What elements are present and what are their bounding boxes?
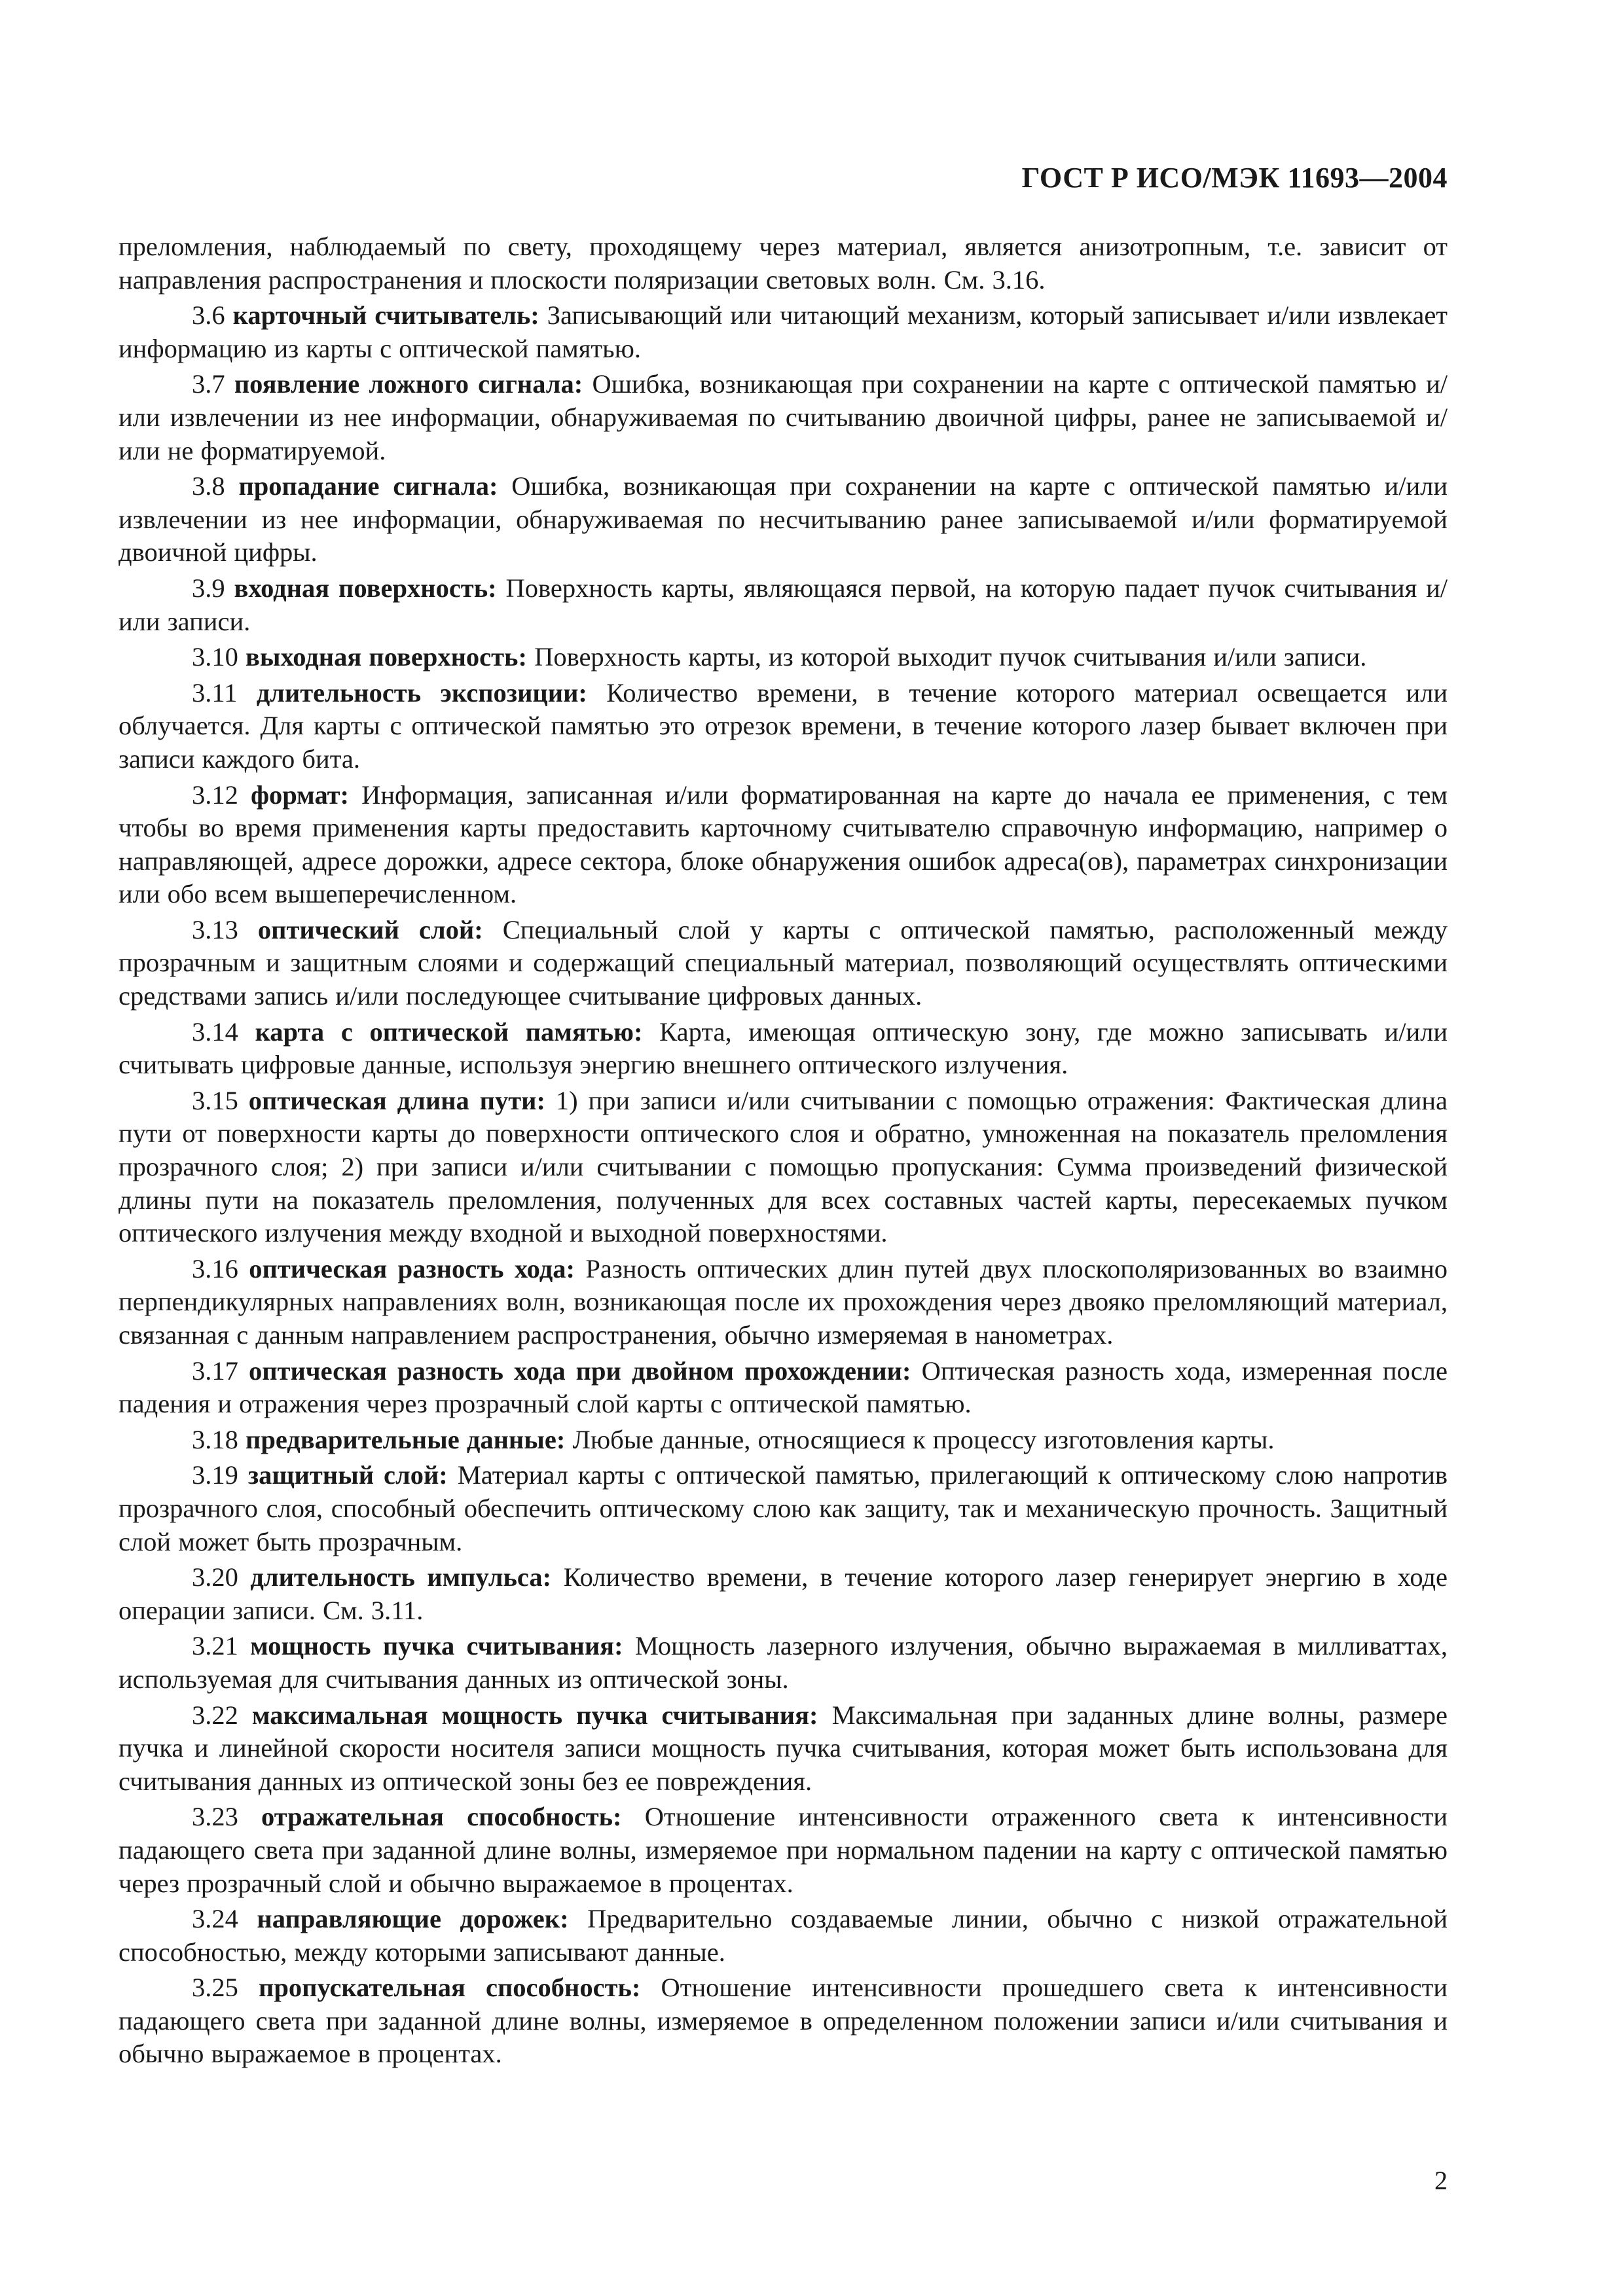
definition-3-20 bbox=[119, 1561, 1448, 1627]
clause-number: 3.18 bbox=[192, 1424, 238, 1454]
document-header: ГОСТ Р ИСО/МЭК 11693—2004 bbox=[1021, 162, 1448, 194]
clause-number: 3.22 bbox=[192, 1700, 238, 1730]
term: длительность импульса: bbox=[250, 1562, 552, 1592]
clause-number: 3.23 bbox=[192, 1802, 238, 1832]
definition-text: Материал карты с оптической памятью, прилегающий к оптическому слою напротив прозрачного слоя, способный обеспечить оптическому слою как защиту, так и механическую прочность. Защитный слой может быть прозрачным. bbox=[119, 1460, 1448, 1556]
clause-number: 3.8 bbox=[192, 471, 225, 501]
definition-text: Записывающий или читающий механизм, который записывает и/или извлекает информацию из карты с оптической памятью. bbox=[119, 300, 1448, 363]
definition-text: Ошибка, возникающая при сохранении на карте с оптической памятью и/или извлечении из нее информации, обнаруживаемая по считыванию двоичной цифры, ранее не записываемой и/или не форматируемой. bbox=[119, 369, 1448, 465]
definition-3-9 bbox=[119, 572, 1448, 638]
clause-number: 3.10 bbox=[192, 642, 238, 672]
definition-text: Отношение интенсивности прошедшего света к интенсивности падающего света при заданной длине волны, измеряемое в определенном положении записи и/или считывания и обычно выражаемое в процентах. bbox=[119, 1973, 1448, 2069]
definition-3-8 bbox=[119, 470, 1448, 569]
clause-number: 3.13 bbox=[192, 914, 238, 944]
clause-number: 3.16 bbox=[192, 1253, 238, 1283]
definition-3-14 bbox=[119, 1016, 1448, 1082]
term: пропускательная способность: bbox=[259, 1973, 641, 2003]
definition-3-15 bbox=[119, 1085, 1448, 1250]
definition-3-7 bbox=[119, 368, 1448, 467]
clause-number: 3.6 bbox=[192, 300, 225, 331]
definition-3-21 bbox=[119, 1630, 1448, 1696]
definition-text: Отношение интенсивности отраженного света к интенсивности падающего света при заданной длине волны, измеряемое при нормальном падении на карту с оптической памятью через прозрачный слой и обычно выражаемое в процентах. bbox=[119, 1802, 1448, 1898]
definition-text: Разность оптических длин путей двух плоскополяризованных во взаимно перпендикулярных направлениях волн, возникающая после их прохождения через двояко преломляющий материал, связанная с данным направлением распространения, обычно измеряемая в нанометрах. bbox=[119, 1253, 1448, 1350]
definition-text: Карта, имеющая оптическую зону, где можно записывать и/или считывать цифровые данные, используя энергию внешнего оптического излучения. bbox=[119, 1016, 1448, 1080]
definition-text: Максимальная при заданных длине волны, размере пучка и линейной скорости носителя записи мощность пучка считывания, которая может быть использована для считывания данных из оптической зоны без ее повреждения. bbox=[119, 1700, 1448, 1796]
definition-text: 1) при записи и/или считывании с помощью отражения: Фактическая длина пути от поверхности карты до поверхности оптического слоя и обратно, умноженная на показатель преломления прозрачного слоя; 2) при записи и/или считывании с помощью пропускания: Сумма произведений физической длины пути на показатель преломления, полученных для всех составных частей карты, пересекаемых пучком оптического излучения между входной и выходной поверхностями. bbox=[119, 1085, 1448, 1248]
term: пропадание сигнала: bbox=[238, 471, 498, 501]
lead-paragraph: преломления, наблюдаемый по свету, проходящему через материал, является анизотропным, т.е. зависит от направления распространения и плоскости поляризации световых волн. См. 3.16. bbox=[119, 232, 1448, 295]
clause-number: 3.14 bbox=[192, 1016, 238, 1047]
term: отражательная способность: bbox=[261, 1802, 622, 1832]
clause-number: 3.17 bbox=[192, 1355, 238, 1386]
term: защитный слой: bbox=[247, 1460, 448, 1490]
definition-3-24 bbox=[119, 1903, 1448, 1969]
document-body bbox=[119, 230, 1448, 2073]
definition-text: Оптическая разность хода, измеренная после падения и отражения через прозрачный слой карты с оптической памятью. bbox=[119, 1355, 1448, 1419]
definition-text: Предварительно создаваемые линии, обычно с низкой отражательной способностью, между которыми записывают данные. bbox=[119, 1904, 1448, 1967]
definition-3-10 bbox=[119, 641, 1448, 674]
clause-number: 3.24 bbox=[192, 1904, 238, 1934]
definition-3-11 bbox=[119, 677, 1448, 776]
clause-number: 3.19 bbox=[192, 1460, 238, 1490]
definition-3-6 bbox=[119, 299, 1448, 365]
clause-number: 3.11 bbox=[192, 677, 238, 708]
definition-3-16 bbox=[119, 1253, 1448, 1352]
term: предварительные данные: bbox=[246, 1424, 566, 1454]
clause-number: 3.9 bbox=[192, 573, 225, 603]
definition-3-23 bbox=[119, 1801, 1448, 1900]
term: карта с оптической памятью: bbox=[255, 1016, 643, 1047]
definition-3-17 bbox=[119, 1355, 1448, 1421]
definition-3-19 bbox=[119, 1459, 1448, 1558]
clause-number: 3.7 bbox=[192, 369, 225, 399]
clause-number: 3.25 bbox=[192, 1973, 238, 2003]
term: оптическая разность хода: bbox=[249, 1253, 575, 1283]
definition-3-22 bbox=[119, 1699, 1448, 1799]
definition-text: Информация, записанная и/или форматированная на карте до начала ее применения, с тем чтобы во время применения карты предоставить карточному считывателю справочную информацию, например о направляющей, адресе дорожки, адресе сектора, блоке обнаружения ошибок адреса(ов), параметрах синхронизации или обо всем вышеперечисленном. bbox=[119, 780, 1448, 909]
term: входная поверхность: bbox=[234, 573, 497, 603]
definition-text: Поверхность карты, являющаяся первой, на которую падает пучок считывания и/или записи. bbox=[119, 573, 1448, 636]
definition-text: Количество времени, в течение которого лазер генерирует энергию в ходе операции записи. См. 3.11. bbox=[119, 1562, 1448, 1625]
page-number: 2 bbox=[1434, 2166, 1448, 2195]
term: оптическая разность хода при двойном прохождении: bbox=[248, 1355, 911, 1386]
definition-text: Поверхность карты, из которой выходит пучок считывания и/или записи. bbox=[534, 642, 1367, 672]
definition-text: Ошибка, возникающая при сохранении на карте с оптической памятью и/или извлечении из нее информации, обнаруживаемая по несчитыванию ранее записываемой и/или форматируемой двоичной цифры. bbox=[119, 471, 1448, 567]
term: мощность пучка считывания: bbox=[250, 1631, 623, 1661]
definition-3-25 bbox=[119, 1971, 1448, 2071]
term: максимальная мощность пучка считывания: bbox=[251, 1700, 818, 1730]
definition-text: Мощность лазерного излучения, обычно выражаемая в милливаттах, используемая для считывания данных из оптической зоны. bbox=[119, 1631, 1448, 1694]
term: выходная поверхность: bbox=[246, 642, 527, 672]
clause-number: 3.15 bbox=[192, 1085, 238, 1115]
term: формат: bbox=[250, 780, 350, 810]
term: направляющие дорожек: bbox=[257, 1904, 569, 1934]
term: оптическая длина пути: bbox=[248, 1085, 545, 1115]
term: появление ложного сигнала: bbox=[234, 369, 583, 399]
definition-text: Специальный слой у карты с оптической памятью, расположенный между прозрачным и защитным слоями и содержащий специальный материал, позволяющий осуществлять оптическими средствами запись и/или последующее считывание цифровых данных. bbox=[119, 914, 1448, 1011]
definition-text: Количество времени, в течение которого материал освещается или облучается. Для карты с оптической памятью это отрезок времени, в течение которого лазер бывает включен при записи каждого бита. bbox=[119, 677, 1448, 774]
definition-3-13 bbox=[119, 914, 1448, 1013]
definition-text: Любые данные, относящиеся к процессу изготовления карты. bbox=[572, 1424, 1275, 1454]
definition-3-18 bbox=[119, 1424, 1448, 1457]
term: оптический слой: bbox=[257, 914, 483, 944]
clause-number: 3.12 bbox=[192, 780, 238, 810]
clause-number: 3.21 bbox=[192, 1631, 238, 1661]
definition-3-12 bbox=[119, 779, 1448, 911]
clause-number: 3.20 bbox=[192, 1562, 238, 1592]
term: карточный считыватель: bbox=[232, 300, 539, 331]
term: длительность экспозиции: bbox=[256, 677, 587, 708]
